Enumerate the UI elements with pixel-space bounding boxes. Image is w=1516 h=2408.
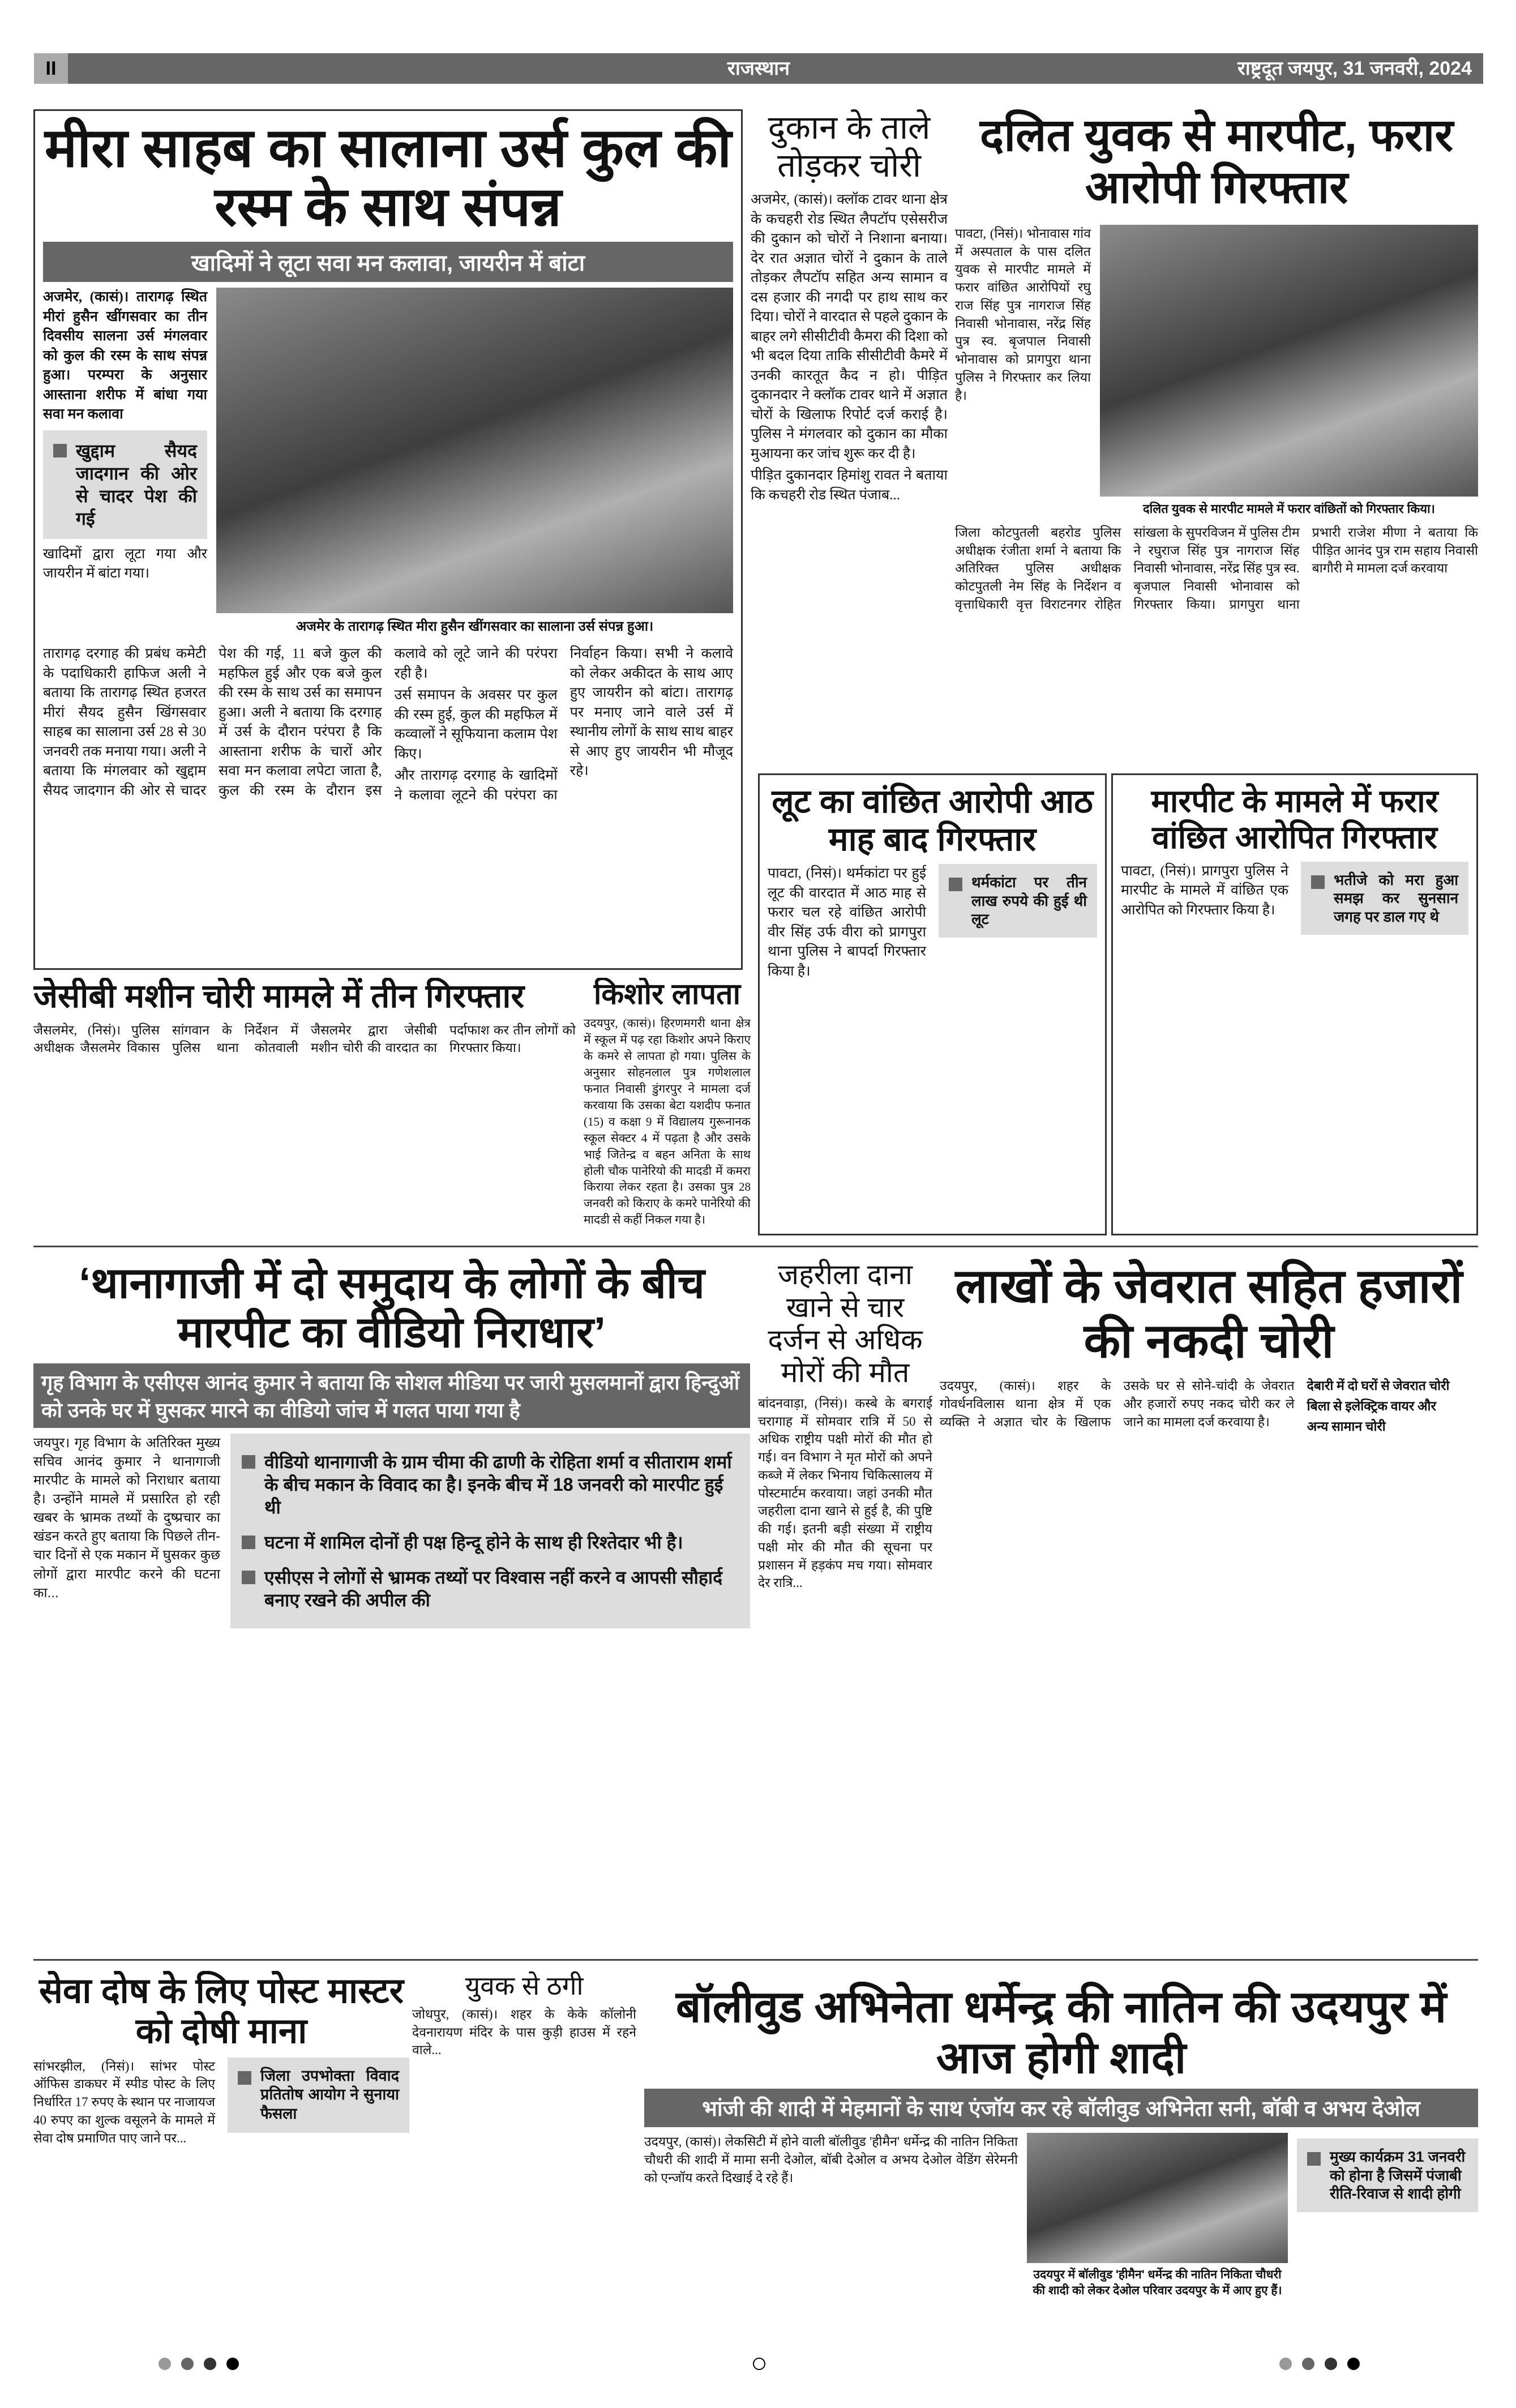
article-body [43, 288, 207, 639]
headline: जेसीबी मशीन चोरी मामले में तीन गिरफ्तार [33, 978, 525, 1015]
paragraph: अजमेर, (कासं)। तारागढ़ स्थित मीरां हुसैन खींगसवार का तीन दिवसीय सालना उर्स मंगलवार को कुल की रस्म के साथ संपन्न हुआ। परम्परा के अनुसार आस्ताना शरीफ में बांधा गया सवा मन कलावा [43, 289, 207, 422]
article-body [751, 190, 948, 505]
article-body [33, 1021, 576, 1058]
story-shop-theft [751, 109, 948, 749]
subheadline: भांजी की शादी में मेहमानों के साथ एंजॉय कर रहे बॉलीवुड अभिनेता सनी, बॉबी व अभय देओल [644, 2089, 1478, 2127]
inline-subhead: देबारी में दो घरों से जेवरात चोरी [1307, 1379, 1450, 1393]
page-footer-registration-marks [0, 2355, 1516, 2372]
paragraph: जिला कोटपुतली बहरोड पुलिस अधीक्षक रंजीता शर्मा ने बताया कि अतिरिक्त पुलिस अधीक्षक कोटपुतली नेम सिंह के निर्देशन व वृत्ताधिकारी वृत्त विराटनगर रोहित सांखला के सुपरविजन में पुलिस टीम ने रघुराज सिंह पुत्र नागराज सिंह निवासी भोनावास, नरेंद्र सिंह पुत्र स्व. बृजपाल निवासी भोनावास को गिरफ्तार किया। प्रागपुरा थाना प्रभारी राजेश मीणा ने बताया कि पीड़ित आनंद पुत्र राम सहाय निवासी बागौरी मे मामला दर्ज करवाया [955, 525, 1478, 611]
inline-subhead: बिला से इलेक्ट्रिक वायर और [1307, 1398, 1436, 1413]
headline: सेवा दोष के लिए पोस्ट मास्टर को दोषी माना [39, 1971, 404, 2051]
highlight-box [228, 2058, 409, 2133]
headline: ‘थानागाजी में दो समुदाय के लोगों के बीच मारपीट का वीडियो निराधार’ [79, 1259, 705, 1357]
article-body [955, 225, 1091, 520]
bullet-square-icon [949, 878, 962, 891]
bullet-square-icon [53, 444, 67, 457]
bullet-square-icon [238, 2071, 251, 2085]
dateline: राष्ट्रदूत जयपुर, 31 जनवरी, 2024 [1237, 58, 1472, 79]
photo-caption: उदयपुर में बॉलीवुड 'हीमैन' धर्मेन्द्र की नातिन निकिता चौधरी की शादी को लेकर देओल परिवार उदयपुर के में आए हुए हैं। [1033, 2268, 1282, 2298]
highlight-box [230, 1434, 750, 1628]
paragraph: जैसलमेर, (निसं)। पुलिस अधीक्षक जैसलमेर विकास सांगवान के निर्देशन में पुलिस थाना कोतवाली जैसलमेर द्वारा जेसीबी मशीन चोरी की वारदात का पर्दाफाश कर तीन लोगों को गिरफ्तार किया। [33, 1023, 576, 1055]
bullet-square-icon [1307, 2152, 1321, 2166]
paragraph: उदयपुर, (कासं)। शहर के गोवर्धनविलास थाना क्षेत्र में एक व्यक्ति ने अज्ञात चोर के खिलाफ उसके घर से सोने-चांदी के जेवरात और हजारों रुपए नकद चोरी कर ले जाने का मामला दर्ज करवाया है। [940, 1379, 1295, 1429]
section-name: राजस्थान [727, 58, 790, 79]
highlight-text: मुख्य कार्यक्रम 31 जनवरी को होना है जिसमें पंजाबी रीति-रिवाज से शादी होगी [1330, 2148, 1466, 2202]
divider [33, 1246, 1478, 1247]
bullet-text: घटना में शामिल दोनों ही पक्ष हिन्दू होने के साथ ही रिश्तेदार भी है। [264, 1532, 683, 1552]
paragraph: पावटा, (निसं)। प्रागपुरा पुलिस ने मारपीट के मामले में वांछित एक आरोपित को गिरफ्तार किया है। [1121, 863, 1288, 918]
article-body [758, 1395, 932, 1592]
paragraph: सांभरझील, (निसं)। सांभर पोस्ट ऑफिस डाकघर में स्पीड पोस्ट के लिए निर्धारित 17 रुपए के स्थान पर नाजायज 40 रुपए का शुल्क वसूलने के मामले में सेवा दोष प्रमाणित पाए जाने पर... [33, 2059, 215, 2145]
story-assault-accused-arrested [1111, 773, 1478, 1235]
photo-arrested-accused [1100, 225, 1478, 497]
bullet-square-icon [1311, 875, 1325, 889]
color-dot [181, 2358, 194, 2370]
story-jewellery-theft [940, 1259, 1478, 1949]
highlight-box [939, 864, 1097, 938]
paragraph: तारागढ़ दरगाह की प्रबंध कमेटी के पदाधिकारी हाफिज अली ने बताया कि तारागढ़ स्थित हजरत मीरां सैयद हुसैन खिंगसवार साहब का सालाना उर्स 28 से 30 जनवरी तक मनाया गया। अली ने बताया कि मंगलवार को खुद्दाम सैयद जादगान की ओर से चादर पेश की गई, 11 बजे कुल की महफिल हुई और एक बजे कुल की रस्म के साथ उर्स का समापन हुआ। अली ने बताया कि दरगाह में उर्स के दौरान परंपरा है कि आस्ताना शरीफ के चारों ओर सवा मन कलावा लपेटा जाता है, कुल की रस्म के दौरान इस कलावे को लूटे जाने की परंपरा रही है। [43, 646, 558, 798]
headline: मारपीट के मामले में फरार वांछित आरोपित गिरफ्तार [1151, 783, 1438, 856]
article-body-continued [955, 524, 1478, 614]
paragraph: और तारागढ़ दरगाह के खादिमों ने कलावा लूटने की परंपरा का निर्वाहन किया। सभी ने कलावे को लेकर अकीदत के साथ आए हुए जायरीन को बांटा। तारागढ़ पर मनाए जाने वाले उर्स में स्थानीय लोगों के साथ साथ बाहर से आए हुए जायरीन भी मौजूद रहे। [394, 646, 733, 803]
highlight-text: खुद्दाम सैयद जादगान की ओर से चादर पेश की गई [76, 440, 197, 529]
story-peacock-deaths [758, 1259, 932, 1949]
highlight-text: भतीजे को मरा हुआ समझ कर सुनसान जगह पर डाल गए थे [1334, 871, 1458, 925]
story-dalit-assault [955, 109, 1478, 760]
story-dharmendra-granddaughter-wedding [644, 1982, 1478, 2344]
highlight-text: थर्मकांटा पर तीन लाख रुपये की हुई थी लूट [971, 874, 1087, 928]
article-body [412, 2005, 636, 2059]
headline: युवक से ठगी [465, 1971, 584, 2000]
headline: दलित युवक से मारपीट, फरार आरोपी गिरफ्तार [979, 110, 1454, 212]
headline: लाखों के जेवरात सहित हजारों की नकदी चोरी [955, 1259, 1463, 1367]
headline: दुकान के ताले तोड़कर चोरी [768, 109, 931, 184]
paragraph: उर्स समापन के अवसर पर कुल की रस्म हुई, कुल की महफिल में कव्वालों ने सूफियाना कलाम पेश किए। [394, 687, 558, 762]
highlight-box [43, 430, 207, 539]
bullet-text: वीडियो थानागाजी के ग्राम चीमा की ढाणी के रोहिता शर्मा व सीताराम शर्मा के बीच मकान के विवाद का है। इनके बीच में 18 जनवरी को मारपीट हुई थी [264, 1451, 732, 1517]
headline: जहरीला दाना खाने से चार दर्जन से अधिक मोरों की मौत [768, 1259, 923, 1388]
divider [33, 1959, 1478, 1961]
paragraph: पीड़ित दुकानदार हिमांशु रावत ने बताया कि कचहरी रोड स्थित पंजाब... [751, 468, 948, 503]
headline: मीरा साहब का सालाना उर्स कुल की रस्म के साथ संपन्न [44, 118, 732, 237]
crosshair-mark [753, 2358, 765, 2370]
article-body [768, 864, 1097, 981]
article-body [33, 2058, 409, 2148]
bullet-item [238, 1447, 742, 1522]
article-body [940, 1377, 1478, 1435]
story-meera-urs [33, 109, 743, 970]
photo-caption: दलित युवक से मारपीट मामले में फरार वांछितों को गिरफ्तार किया। [1142, 502, 1436, 516]
page-header [34, 53, 1483, 84]
story-teen-missing [584, 978, 751, 1235]
article-body [33, 1434, 220, 1628]
headline: लूट का वांछित आरोपी आठ माह बाद गिरफ्तार [772, 783, 1093, 858]
bullet-square-icon [242, 1536, 255, 1549]
story-jcb-theft [33, 978, 576, 1235]
paragraph: बांदनवाड़ा, (निसं)। कस्बे के बगराई चरागाह में सोमवार रात्रि में 50 से अधिक राष्ट्रीय पक्षी मोरों की मौत हो गई। वन विभाग ने मृत मोरों को अपने कब्जे में लेकर भिनाय चिकित्सालय में पोस्टमार्टम करवाया। जहां उनकी मौत जहरीला दाना खाने से हुई है, की पुष्टि की गई। इतनी बड़ी संख्या में राष्ट्रीय पक्षी मोर की मौत की सूचना पर प्रशासन में हड़कंप मच गया। सोमवार देर रात्रि... [758, 1396, 932, 1590]
color-dot [1302, 2358, 1314, 2370]
paragraph: पावटा, (निसं)। थर्मकांटा पर हुई लूट की वारदात में आठ माह से फरार चल रहे वांछित आरोपी वीर सिंह उर्फ वीरा को प्रागपुरा थाना पुलिस ने बापर्दा गिरफ्तार किया है। [768, 866, 926, 979]
highlight-box [1301, 862, 1468, 935]
article-body [584, 1015, 751, 1229]
subheadline: गृह विभाग के एसीएस आनंद कुमार ने बताया कि सोशल मीडिया पर जारी मुसलमानों द्वारा हिन्दुओं को उनके घर में घुसकर मारने का वीडियो जांच में गलत पाया गया है [33, 1363, 750, 1428]
paragraph: जोधपुर, (कासं)। शहर के केके कॉलोनी देवनारायण मंदिर के पास कुड़ी हाउस में रहने वाले... [412, 2007, 636, 2058]
article-body [644, 2133, 1018, 2302]
color-dot [1279, 2358, 1292, 2370]
bullet-text: एसीएस ने लोगों से भ्रामक तथ्यों पर विश्वास नहीं करने व आपसी सौहार्द बनाए रखने की अपील की [264, 1567, 723, 1610]
photo-dargah-crowd [216, 288, 733, 613]
subheadline: खादिमों ने लूटा सवा मन कलावा, जायरीन में बांटा [43, 242, 733, 282]
photo-deol-family [1027, 2133, 1288, 2263]
headline: किशोर लापता [593, 978, 741, 1011]
paragraph: खादिमों द्वारा लूटा गया और जायरीन में बांटा गया। [43, 546, 207, 581]
page-number: II [34, 53, 68, 84]
story-thanagazi-video [33, 1259, 750, 1949]
highlight-text: जिला उपभोक्ता विवाद प्रतितोष आयोग ने सुनाया फैसला [260, 2067, 399, 2123]
article-body-continued [43, 644, 733, 805]
color-dot [159, 2358, 171, 2370]
color-dot [1347, 2358, 1360, 2370]
highlight-box [1297, 2138, 1478, 2212]
photo-caption: अजमेर के तारागढ़ स्थित मीरा हुसैन खींगसवार का सालाना उर्स संपन्न हुआ। [296, 619, 654, 635]
color-dot [1325, 2358, 1337, 2370]
color-dot [204, 2358, 216, 2370]
color-dot [226, 2358, 239, 2370]
story-loot-accused-arrested [758, 773, 1107, 1235]
bullet-square-icon [242, 1571, 255, 1584]
paragraph: उदयपुर, (कासं)। लेकसिटी में होने वाली बॉलीवुड 'हीमैन' धर्मेन्द्र की नातिन निकिता चौधरी की शादी में मामा सनी देओल, बॉबी देओल व अभय देओल वेडिंग सेरेमनी को एन्जॉय करते दिखाई दे रहे हैं। [644, 2135, 1018, 2185]
bullet-item [238, 1563, 742, 1615]
paragraph: उदयपुर, (कासं)। हिरणमगरी थाना क्षेत्र में स्कूल में पढ़ रहा किशोर अपने किराए के कमरे से लापता हो गया। पुलिस के अनुसार सोहनलाल पुत्र गणेशलाल फनात निवासी डुंगरपुर ने मामला दर्ज करवाया कि उसका बेटा यशदीप फनात (15) व कक्षा 9 में विद्यालय गुरूनानक स्कूल सेक्टर 4 में पढ़ता है और उसके भाई जितेन्द्र व बहन अनिता के साथ होली चौक पानेरियो की मादडी में कमरा किराया लेकर रहता है। उसका पुत्र 28 जनवरी को किराए के कमरे पानेरियो की मादडी से कहीं निकल गया है। [584, 1016, 751, 1227]
story-postmaster [33, 1971, 409, 2342]
headline: बॉलीवुड अभिनेता धर्मेन्द्र की नातिन की उदयपुर में आज होगी शादी [675, 1982, 1447, 2082]
article-body [1121, 862, 1468, 935]
bullet-item [238, 1528, 742, 1557]
paragraph: अजमेर, (कासं)। क्लॉक टावर थाना क्षेत्र के कचहरी रोड स्थित लैपटॉप एसेसरीज की दुकान को चोरों ने निशाना बनाया। देर रात अज्ञात चोरों ने दुकान के ताले तोड़कर लैपटॉप सहित अन्य सामान व दस हजार की नगदी पर हाथ साथ कर दिया। चोरों ने वारदात से पहले दुकान के बाहर लगे सीसीटीवी कैमरा की दिशा को भी बदल दिया ताकि सीसीटीवी कैमरे में उनकी कारतूत कैद न हो। पीड़ित दुकानदार ने क्लॉक टावर थाने में अज्ञात चोरों के खिलाफ रिपोर्ट दर्ज कराई है। पुलिस ने मंगलवार को दुकान का मौका मुआयना कर जांच शुरू कर दी है। [751, 192, 948, 461]
bullet-square-icon [242, 1455, 255, 1469]
paragraph: जयपुर। गृह विभाग के अतिरिक्त मुख्य सचिव आनंद कुमार ने थानागाजी मारपीट के मामले को निराधार बताया है। उन्होंने मामले में प्रसारित हो रही खबर के भ्रामक तथ्यों के दुष्प्रचार का खंडन करते हुए बताया कि पिछले तीन-चार दिनों से एक मकान में घुसकर कुछ लोगों द्वारा मारपीट करने की घटना का... [33, 1435, 220, 1601]
story-youth-fraud [412, 1971, 636, 2342]
inline-subhead: अन्य सामान चोरी [1307, 1419, 1386, 1434]
paragraph: पावटा, (निसं)। भोनावास गांव में अस्पताल के पास दलित युवक से मारपीट मामले में फरार वांछित आरोपियों रघु राज सिंह पुत्र नागराज सिंह निवासी भोनावास, नरेंद्र सिंह पुत्र स्व. बृजपाल निवासी भोनावास को प्रागपुरा थाना पुलिस ने गिरफ्तार कर लिया है। [955, 226, 1091, 403]
